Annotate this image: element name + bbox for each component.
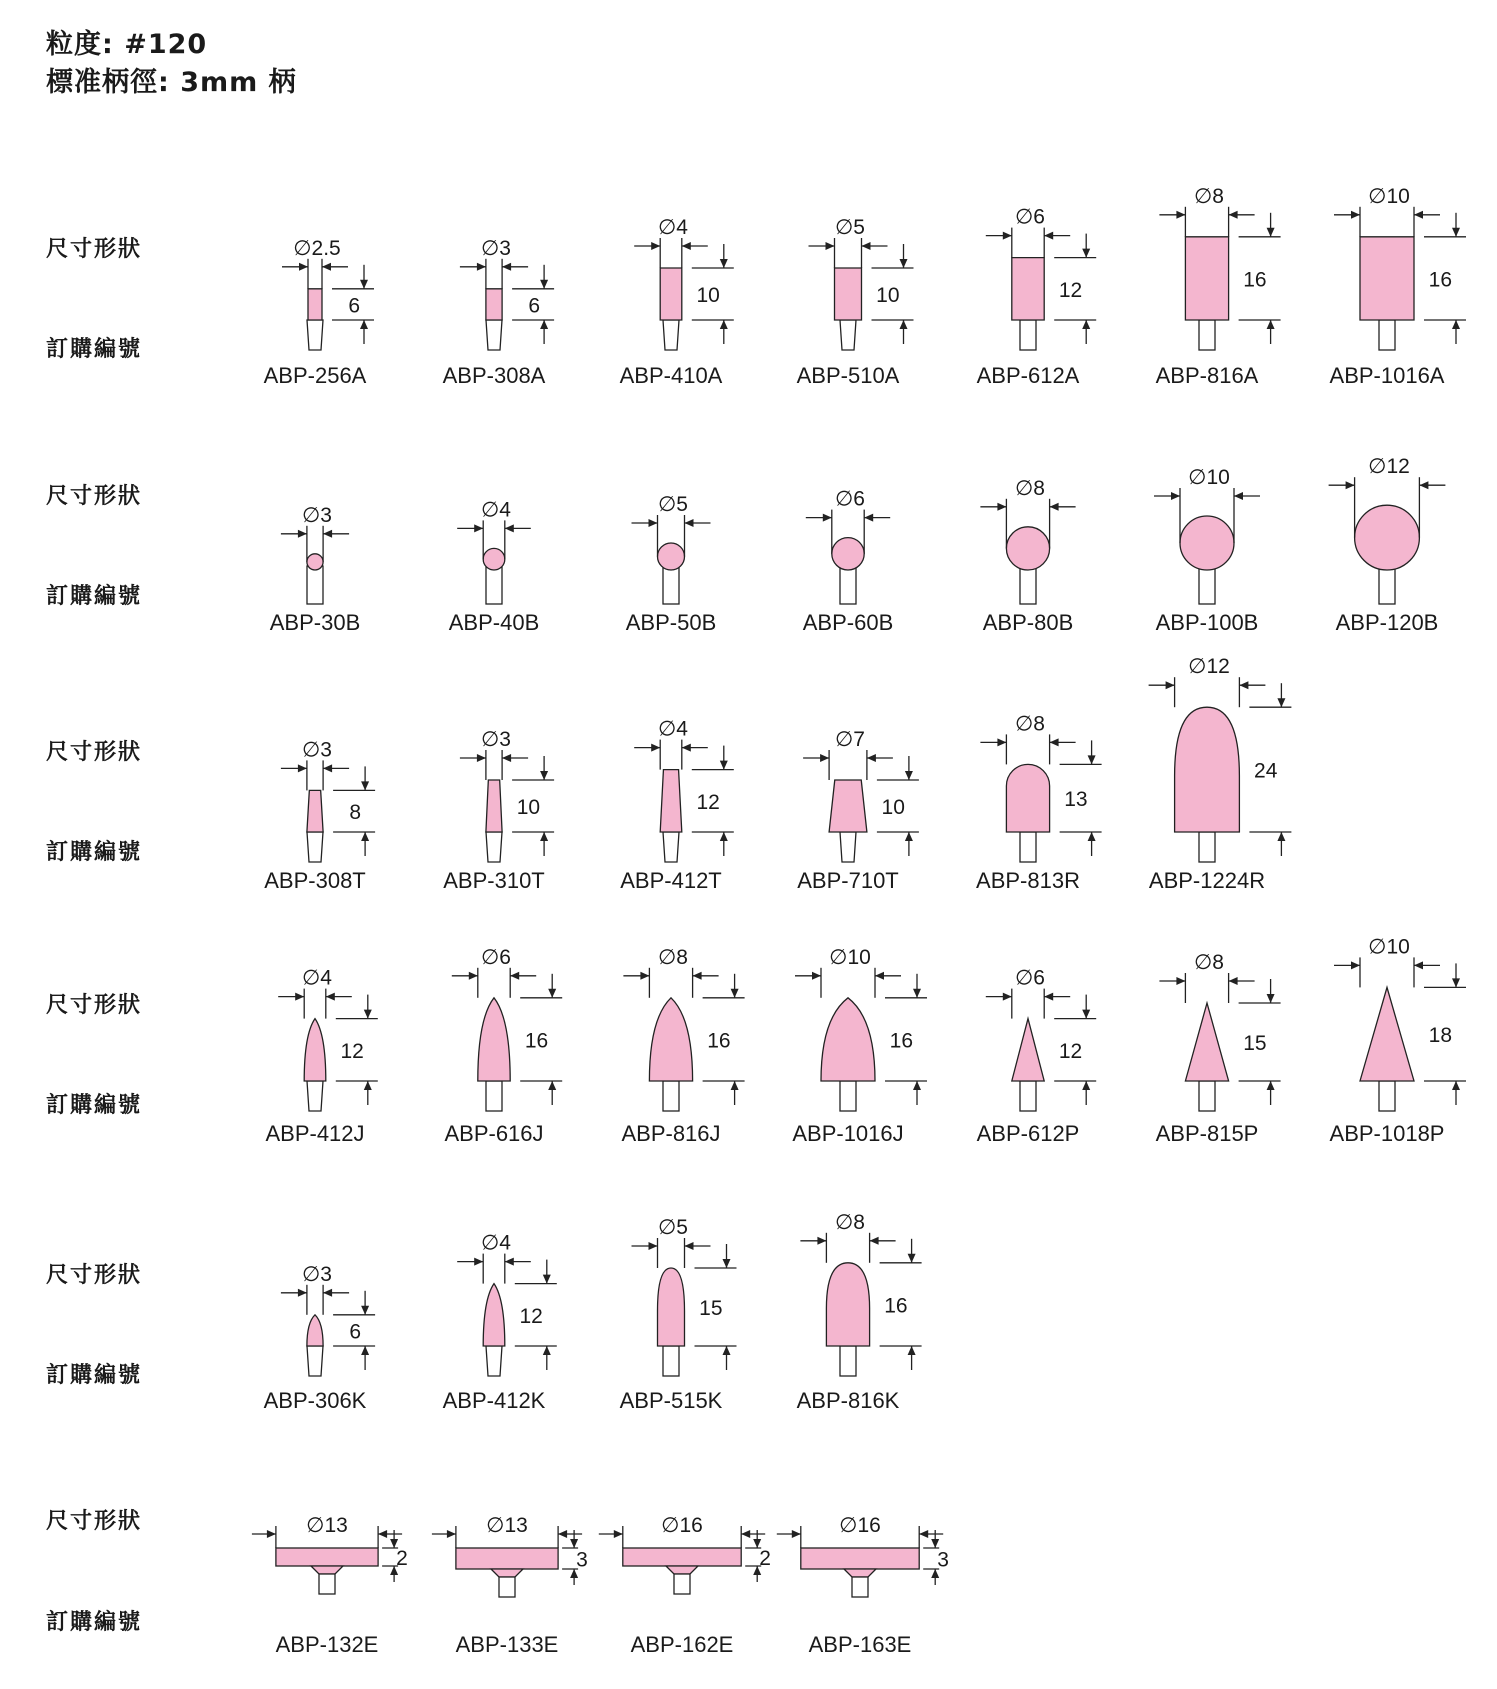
shank	[1379, 320, 1395, 350]
diameter-label: ∅3	[302, 503, 332, 527]
length-label: 10	[881, 796, 905, 819]
shank	[319, 1574, 335, 1594]
tool-abp-40b	[449, 498, 540, 635]
diameter-label: ∅4	[481, 1231, 511, 1255]
length-label: 16	[524, 1029, 549, 1053]
diameter-label: ∅6	[1015, 966, 1045, 990]
length-label: 2	[396, 1547, 408, 1570]
diameter-label: ∅10	[829, 945, 871, 969]
abrasive-head	[307, 1315, 323, 1346]
diameter-label: ∅6	[835, 487, 865, 511]
order-code: ABP-132E	[275, 1632, 379, 1657]
shank	[1020, 1081, 1036, 1111]
shank	[1199, 320, 1215, 350]
shank	[486, 1346, 502, 1376]
tool-abp-412t	[620, 718, 734, 893]
tool-abp-612p	[977, 967, 1097, 1146]
order-code: ABP-133E	[455, 1632, 559, 1657]
tool-abp-1224r	[1149, 655, 1292, 893]
collar	[666, 1566, 698, 1574]
shank	[307, 566, 323, 604]
tool-abp-515k	[620, 1216, 737, 1413]
row6-shape-label: 尺寸形狀	[46, 1509, 143, 1534]
abrasive-head	[658, 1268, 685, 1346]
length-label: 16	[1243, 268, 1267, 292]
abrasive-head	[456, 1548, 558, 1569]
abrasive-head	[1006, 764, 1049, 832]
tool-abp-80b	[980, 477, 1075, 635]
shank	[307, 320, 323, 350]
diameter-label: ∅8	[1194, 951, 1224, 974]
order-code: ABP-1018P	[1329, 1121, 1445, 1146]
collar	[311, 1566, 343, 1574]
shank	[307, 832, 323, 862]
order-code: ABP-30B	[269, 610, 361, 635]
order-code: ABP-616J	[444, 1121, 544, 1146]
shank	[663, 832, 679, 862]
length-label: 6	[349, 1320, 362, 1344]
shank	[307, 1346, 323, 1376]
diameter-label: ∅12	[1368, 455, 1410, 479]
grit-heading: 粒度: #120	[46, 29, 208, 60]
shank	[840, 566, 856, 604]
tool-abp-308t	[264, 738, 375, 893]
tool-abp-612a	[977, 206, 1097, 388]
shank	[840, 1081, 856, 1111]
abrasive-head	[1012, 1019, 1044, 1081]
shank-heading: 標准柄徑: 3mm 柄	[46, 67, 297, 98]
diameter-label: ∅6	[1015, 205, 1045, 229]
row4-shape-label: 尺寸形狀	[46, 993, 143, 1018]
abrasive-head	[1006, 527, 1049, 570]
order-code: ABP-813R	[976, 868, 1080, 893]
shank	[486, 832, 502, 862]
tool-abp-410a	[620, 216, 734, 388]
diameter-label: ∅3	[302, 738, 332, 762]
row4-order-label: 訂購編號	[46, 1093, 143, 1118]
order-code: ABP-120B	[1335, 610, 1439, 635]
abrasive-head	[478, 998, 510, 1081]
length-label: 16	[707, 1029, 731, 1053]
shank	[1199, 1081, 1215, 1111]
length-label: 6	[528, 294, 541, 318]
tool-abp-50b	[626, 493, 717, 635]
length-label: 10	[696, 284, 720, 307]
diameter-label: ∅13	[306, 1514, 348, 1537]
shank	[840, 320, 856, 350]
abrasive-head	[1360, 237, 1414, 320]
order-code: ABP-1224R	[1148, 868, 1266, 893]
tool-abp-813r	[976, 712, 1102, 893]
abrasive-head	[826, 1263, 869, 1346]
diameter-label: ∅3	[481, 728, 511, 751]
shank	[1020, 832, 1036, 862]
order-code: ABP-1016A	[1329, 363, 1445, 388]
shank	[1379, 1081, 1395, 1111]
row3-order-label: 訂購編號	[46, 840, 143, 865]
abrasive-head	[1185, 237, 1228, 320]
shank	[663, 1346, 679, 1376]
length-label: 15	[699, 1297, 723, 1320]
diameter-label: ∅2.5	[293, 236, 341, 260]
collar	[844, 1569, 876, 1577]
abrasive-head	[1360, 987, 1414, 1081]
tool-abp-60b	[803, 488, 894, 635]
tool-abp-162e	[599, 1514, 771, 1657]
abrasive-head	[304, 1019, 326, 1081]
tool-abp-132e	[252, 1514, 408, 1657]
order-code: ABP-710T	[797, 868, 899, 893]
diameter-label: ∅8	[1015, 712, 1045, 736]
tool-abp-816a	[1156, 185, 1281, 388]
order-code: ABP-816A	[1155, 363, 1259, 388]
length-label: 10	[876, 284, 900, 307]
diameter-label: ∅12	[1188, 655, 1230, 679]
shank	[1199, 832, 1215, 862]
abrasive-head	[660, 268, 682, 320]
row2-order-label: 訂購編號	[46, 584, 143, 609]
length-label: 2	[759, 1547, 771, 1570]
shank	[1379, 566, 1395, 604]
diameter-label: ∅8	[835, 1210, 865, 1234]
row6-order-label: 訂購編號	[46, 1610, 143, 1635]
order-code: ABP-163E	[808, 1632, 912, 1657]
diameter-label: ∅4	[302, 966, 332, 990]
tool-abp-1016a	[1330, 185, 1466, 388]
diameter-label: ∅16	[839, 1514, 881, 1537]
tool-abp-710t	[797, 728, 919, 893]
order-code: ABP-80B	[982, 610, 1074, 635]
order-code: ABP-306K	[263, 1388, 367, 1413]
order-code: ABP-60B	[802, 610, 894, 635]
order-code: ABP-816J	[621, 1121, 721, 1146]
tool-abp-815p	[1156, 951, 1281, 1146]
tool-abp-30b	[270, 504, 361, 635]
length-label: 16	[889, 1029, 913, 1053]
length-label: 3	[576, 1548, 588, 1572]
length-label: 15	[1243, 1032, 1267, 1055]
collar	[491, 1569, 523, 1577]
length-label: 3	[937, 1548, 949, 1572]
shank	[852, 1577, 868, 1597]
order-code: ABP-308A	[442, 363, 546, 388]
length-label: 12	[1058, 278, 1083, 302]
abrasive-head	[623, 1548, 741, 1566]
tool-abp-412j	[265, 967, 377, 1146]
abrasive-head	[483, 548, 505, 570]
order-code: ABP-412K	[442, 1388, 546, 1413]
order-code: ABP-310T	[443, 868, 545, 893]
order-code: ABP-612A	[976, 363, 1080, 388]
diameter-label: ∅13	[486, 1514, 528, 1537]
abrasive-head	[276, 1548, 378, 1566]
row1-shape-label: 尺寸形狀	[46, 237, 143, 262]
abrasive-head	[483, 1284, 505, 1346]
tool-abp-256a	[264, 237, 374, 388]
abrasive-head	[307, 790, 323, 832]
tool-abp-412k	[443, 1232, 557, 1413]
diameter-label: ∅3	[481, 236, 511, 260]
abrasive-head	[801, 1548, 919, 1569]
tool-abp-1018p	[1330, 935, 1466, 1146]
order-code: ABP-816K	[796, 1388, 900, 1413]
diameter-label: ∅8	[1194, 184, 1224, 208]
row3-shape-label: 尺寸形狀	[46, 740, 143, 765]
length-label: 16	[1428, 268, 1452, 292]
shank	[1199, 566, 1215, 604]
abrasive-head	[308, 289, 322, 320]
abrasive-head	[660, 770, 682, 832]
length-label: 12	[519, 1304, 543, 1328]
abrasive-head	[829, 780, 867, 832]
diameter-label: ∅4	[481, 498, 511, 522]
tool-abp-816j	[621, 946, 744, 1146]
diameter-label: ∅4	[658, 216, 688, 239]
row5-shape-label: 尺寸形狀	[46, 1263, 143, 1288]
order-code: ABP-612P	[976, 1121, 1080, 1146]
order-code: ABP-510A	[796, 363, 900, 388]
order-code: ABP-412T	[620, 868, 722, 893]
length-label: 10	[516, 796, 541, 819]
shank	[663, 566, 679, 604]
order-code: ABP-40B	[448, 610, 540, 635]
diameter-label: ∅5	[835, 216, 865, 239]
abrasive-head	[649, 998, 692, 1081]
abrasive-head	[486, 780, 502, 832]
length-label: 8	[349, 801, 362, 825]
abrasive-head	[307, 554, 323, 570]
order-code: ABP-308T	[264, 868, 366, 893]
diameter-label: ∅7	[835, 728, 865, 751]
abrasive-head	[821, 998, 875, 1081]
tool-abp-308a	[443, 237, 554, 388]
diameter-label: ∅8	[658, 945, 688, 969]
order-code: ABP-410A	[619, 363, 723, 388]
length-label: 18	[1428, 1024, 1452, 1048]
diameter-label: ∅8	[1015, 476, 1045, 500]
tool-abp-306k	[264, 1263, 375, 1413]
abrasive-head	[832, 538, 864, 570]
length-label: 16	[884, 1294, 908, 1318]
shank	[486, 320, 502, 350]
abrasive-head	[486, 289, 502, 320]
shank	[307, 1081, 323, 1111]
shank	[1020, 320, 1036, 350]
tool-abp-1016j	[792, 946, 927, 1146]
length-label: 24	[1254, 759, 1278, 783]
abrasive-head	[1355, 505, 1420, 570]
abrasive-head	[1180, 516, 1234, 570]
abrasive-head	[1185, 1003, 1228, 1081]
abrasive-head	[1175, 707, 1240, 832]
shank	[486, 1081, 502, 1111]
order-code: ABP-50B	[625, 610, 717, 635]
tool-abp-510a	[797, 216, 914, 388]
abrasive-head	[658, 543, 685, 570]
diameter-label: ∅5	[658, 493, 688, 516]
diameter-label: ∅10	[1188, 466, 1230, 489]
tool-abp-163e	[777, 1514, 949, 1657]
shank	[663, 1081, 679, 1111]
order-code: ABP-256A	[263, 363, 367, 388]
length-label: 6	[348, 294, 360, 318]
diameter-label: ∅4	[658, 717, 688, 741]
diameter-label: ∅10	[1368, 184, 1410, 208]
order-code: ABP-815P	[1155, 1121, 1259, 1146]
diameter-label: ∅16	[661, 1514, 703, 1537]
abrasive-head	[835, 268, 862, 320]
diameter-label: ∅6	[481, 945, 511, 969]
tool-abp-616j	[444, 946, 562, 1146]
order-code: ABP-515K	[619, 1388, 723, 1413]
tool-abp-310t	[443, 728, 554, 893]
tool-abp-120b	[1329, 455, 1446, 635]
length-label: 12	[340, 1039, 364, 1063]
length-label: 12	[1058, 1039, 1083, 1063]
diameter-label: ∅5	[658, 1216, 688, 1239]
row5-order-label: 訂購編號	[46, 1363, 143, 1388]
shank	[1020, 566, 1036, 604]
tool-abp-133e	[432, 1514, 588, 1657]
shank	[486, 566, 502, 604]
shank	[840, 832, 856, 862]
order-code: ABP-412J	[265, 1121, 365, 1146]
tool-abp-100b	[1154, 466, 1260, 635]
shank	[499, 1577, 515, 1597]
row2-shape-label: 尺寸形狀	[46, 484, 143, 509]
length-label: 12	[696, 790, 720, 814]
length-label: 13	[1064, 788, 1088, 812]
order-code: ABP-162E	[630, 1632, 734, 1657]
order-code: ABP-1016J	[792, 1121, 904, 1146]
row1-order-label: 訂購編號	[46, 337, 143, 362]
shank	[840, 1346, 856, 1376]
diameter-label: ∅3	[302, 1262, 332, 1286]
tool-abp-816k	[797, 1211, 922, 1413]
shank	[674, 1574, 690, 1594]
abrasive-head	[1012, 258, 1044, 320]
shank	[663, 320, 679, 350]
diameter-label: ∅10	[1368, 935, 1410, 959]
order-code: ABP-100B	[1155, 610, 1259, 635]
